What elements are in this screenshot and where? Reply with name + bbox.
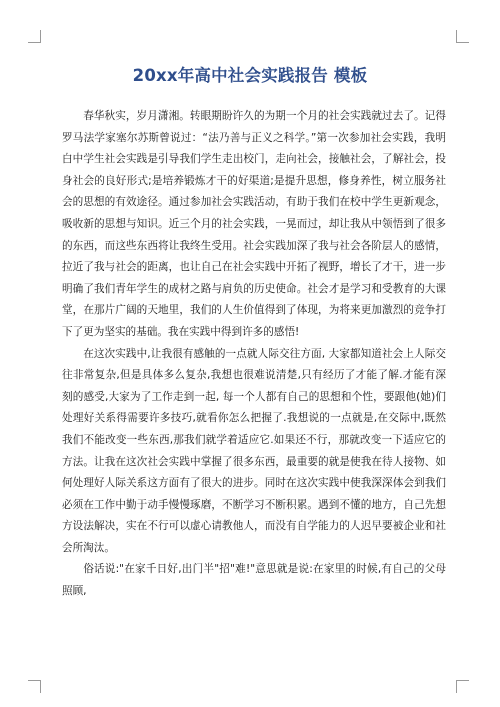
crop-mark-bottom-right [456, 680, 469, 693]
document-body [62, 106, 446, 603]
crop-mark-bottom-left [28, 680, 41, 693]
crop-mark-top-left [28, 30, 41, 43]
paragraph-3: 俗话说:"在家千日好,出门半"招"难!"意思就是说:在家里的时候,有自己的父母照顾, [62, 563, 446, 598]
document-title: 20xx年高中社会实践报告 模板 [132, 66, 368, 85]
paragraph-2: 在这次实践中,让我很有感触的一点就人际交往方面, 大家都知道社会上人际交往非常复杂,但是具体多么复杂,我想也很难说清楚,只有经历了才能了解.才能有深刻的感受,大家为了工作走到一起, 每一个人都有自己的思想和个性，要跟他(她)们处理好关系得需要许多技巧,就看你怎么把握了.我想说的一点就是,在交际中,既然我们不能改变一些东西,那我们就学着适应它.如果还不行，那就改变一下适应它的方法。让我在这次社会实践中掌握了很多东西，最重要的就是使我在待人接物、如何处理好人际关系这方面有了很大的进步。同时在这次实践中使我深深体会到我们必须在工作中勤于动手慢慢琢磨，不断学习不断积累。遇到不懂的地方，自己先想方设法解决，实在不行可以虚心请教他人，而没有自学能力的人迟早要被企业和社会所淘汰。 [62, 347, 446, 554]
crop-mark-top-right [456, 30, 469, 43]
paragraph-1: 春华秋实，岁月潇湘。转眼期盼许久的为期一个月的社会实践就过去了。记得罗马法学家塞尔苏斯曾说过：“法乃善与正义之科学。”第一次参加社会实践，我明白中学生社会实践是引导我们学生走出校门，走向社会，接触社会，了解社会，投身社会的良好形式;是培养锻炼才干的好渠道;是提升思想，修身养性，树立服务社会的思想的有效途径。通过参加社会实践活动，有助于我们在校中学生更新观念，吸收新的思想与知识。近三个月的社会实践，一晃而过，却让我从中领悟到了很多的东西，而这些东西将让我终生受用。社会实践加深了我与社会各阶层人的感情，拉近了我与社会的距离，也让自己在社会实践中开拓了视野，增长了才干，进一步明确了我们青年学生的成材之路与肩负的历史使命。社会才是学习和受教育的大课堂，在那片广阔的天地里，我们的人生价值得到了体现，为将来更加激烈的竞争打下了更为坚实的基础。我在实践中得到许多的感悟! [62, 110, 446, 338]
